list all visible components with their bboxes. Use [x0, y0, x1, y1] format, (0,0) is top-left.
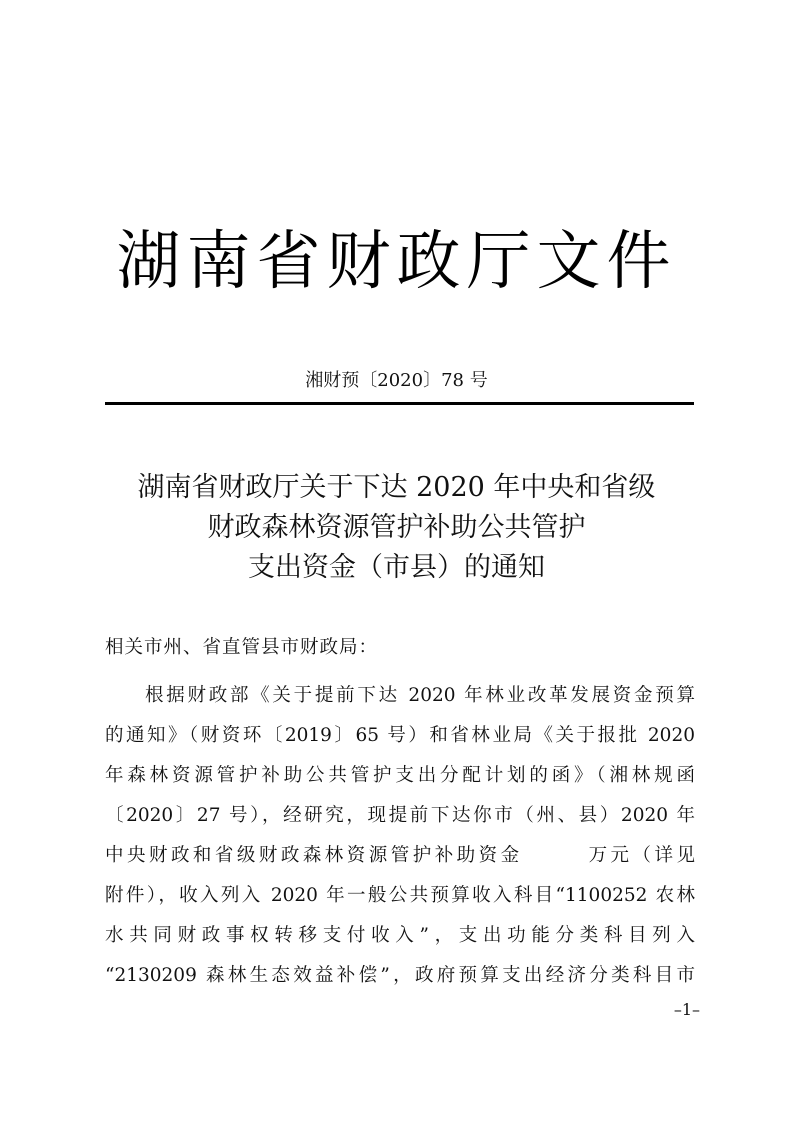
header-divider-line	[105, 402, 694, 405]
document-number: 湘财预〔2020〕78 号	[305, 370, 488, 391]
title-line: 支出资金（市县）的通知	[248, 552, 545, 583]
document-header: 湖南省财政厅文件	[116, 225, 677, 299]
body-line: 〔2020〕27 号），经研究，现提前下达你市（州、县）2020 年	[105, 805, 695, 826]
body-line: 水共同财政事权转移支付收入”，支出功能分类科目列入	[105, 925, 695, 946]
body-paragraph	[105, 676, 695, 996]
body-line: “2130209 森林生态效益补偿”，政府预算支出经济分类科目市	[105, 965, 695, 986]
document-title	[80, 468, 713, 588]
salutation: 相关市州、省直管县市财政局：	[105, 637, 379, 658]
title-line: 财政森林资源管护补助公共管护	[207, 512, 586, 543]
body-line: 年森林资源管护补助公共管护支出分配计划的函》（湘林规函	[105, 765, 695, 786]
body-line: 的通知》（财资环〔2019〕65 号）和省林业局《关于报批 2020	[105, 725, 695, 746]
page-number: –1–	[673, 1000, 700, 1019]
body-line: 附件），收入列入 2020 年一般公共预算收入科目“1100252 农林	[105, 885, 695, 906]
title-line: 湖南省财政厅关于下达 2020 年中央和省级	[137, 472, 656, 503]
body-line: 中央财政和省级财政森林资源管护补助资金 万元（详见	[105, 845, 695, 866]
body-line: 根据财政部《关于提前下达 2020 年林业改革发展资金预算	[145, 685, 695, 706]
